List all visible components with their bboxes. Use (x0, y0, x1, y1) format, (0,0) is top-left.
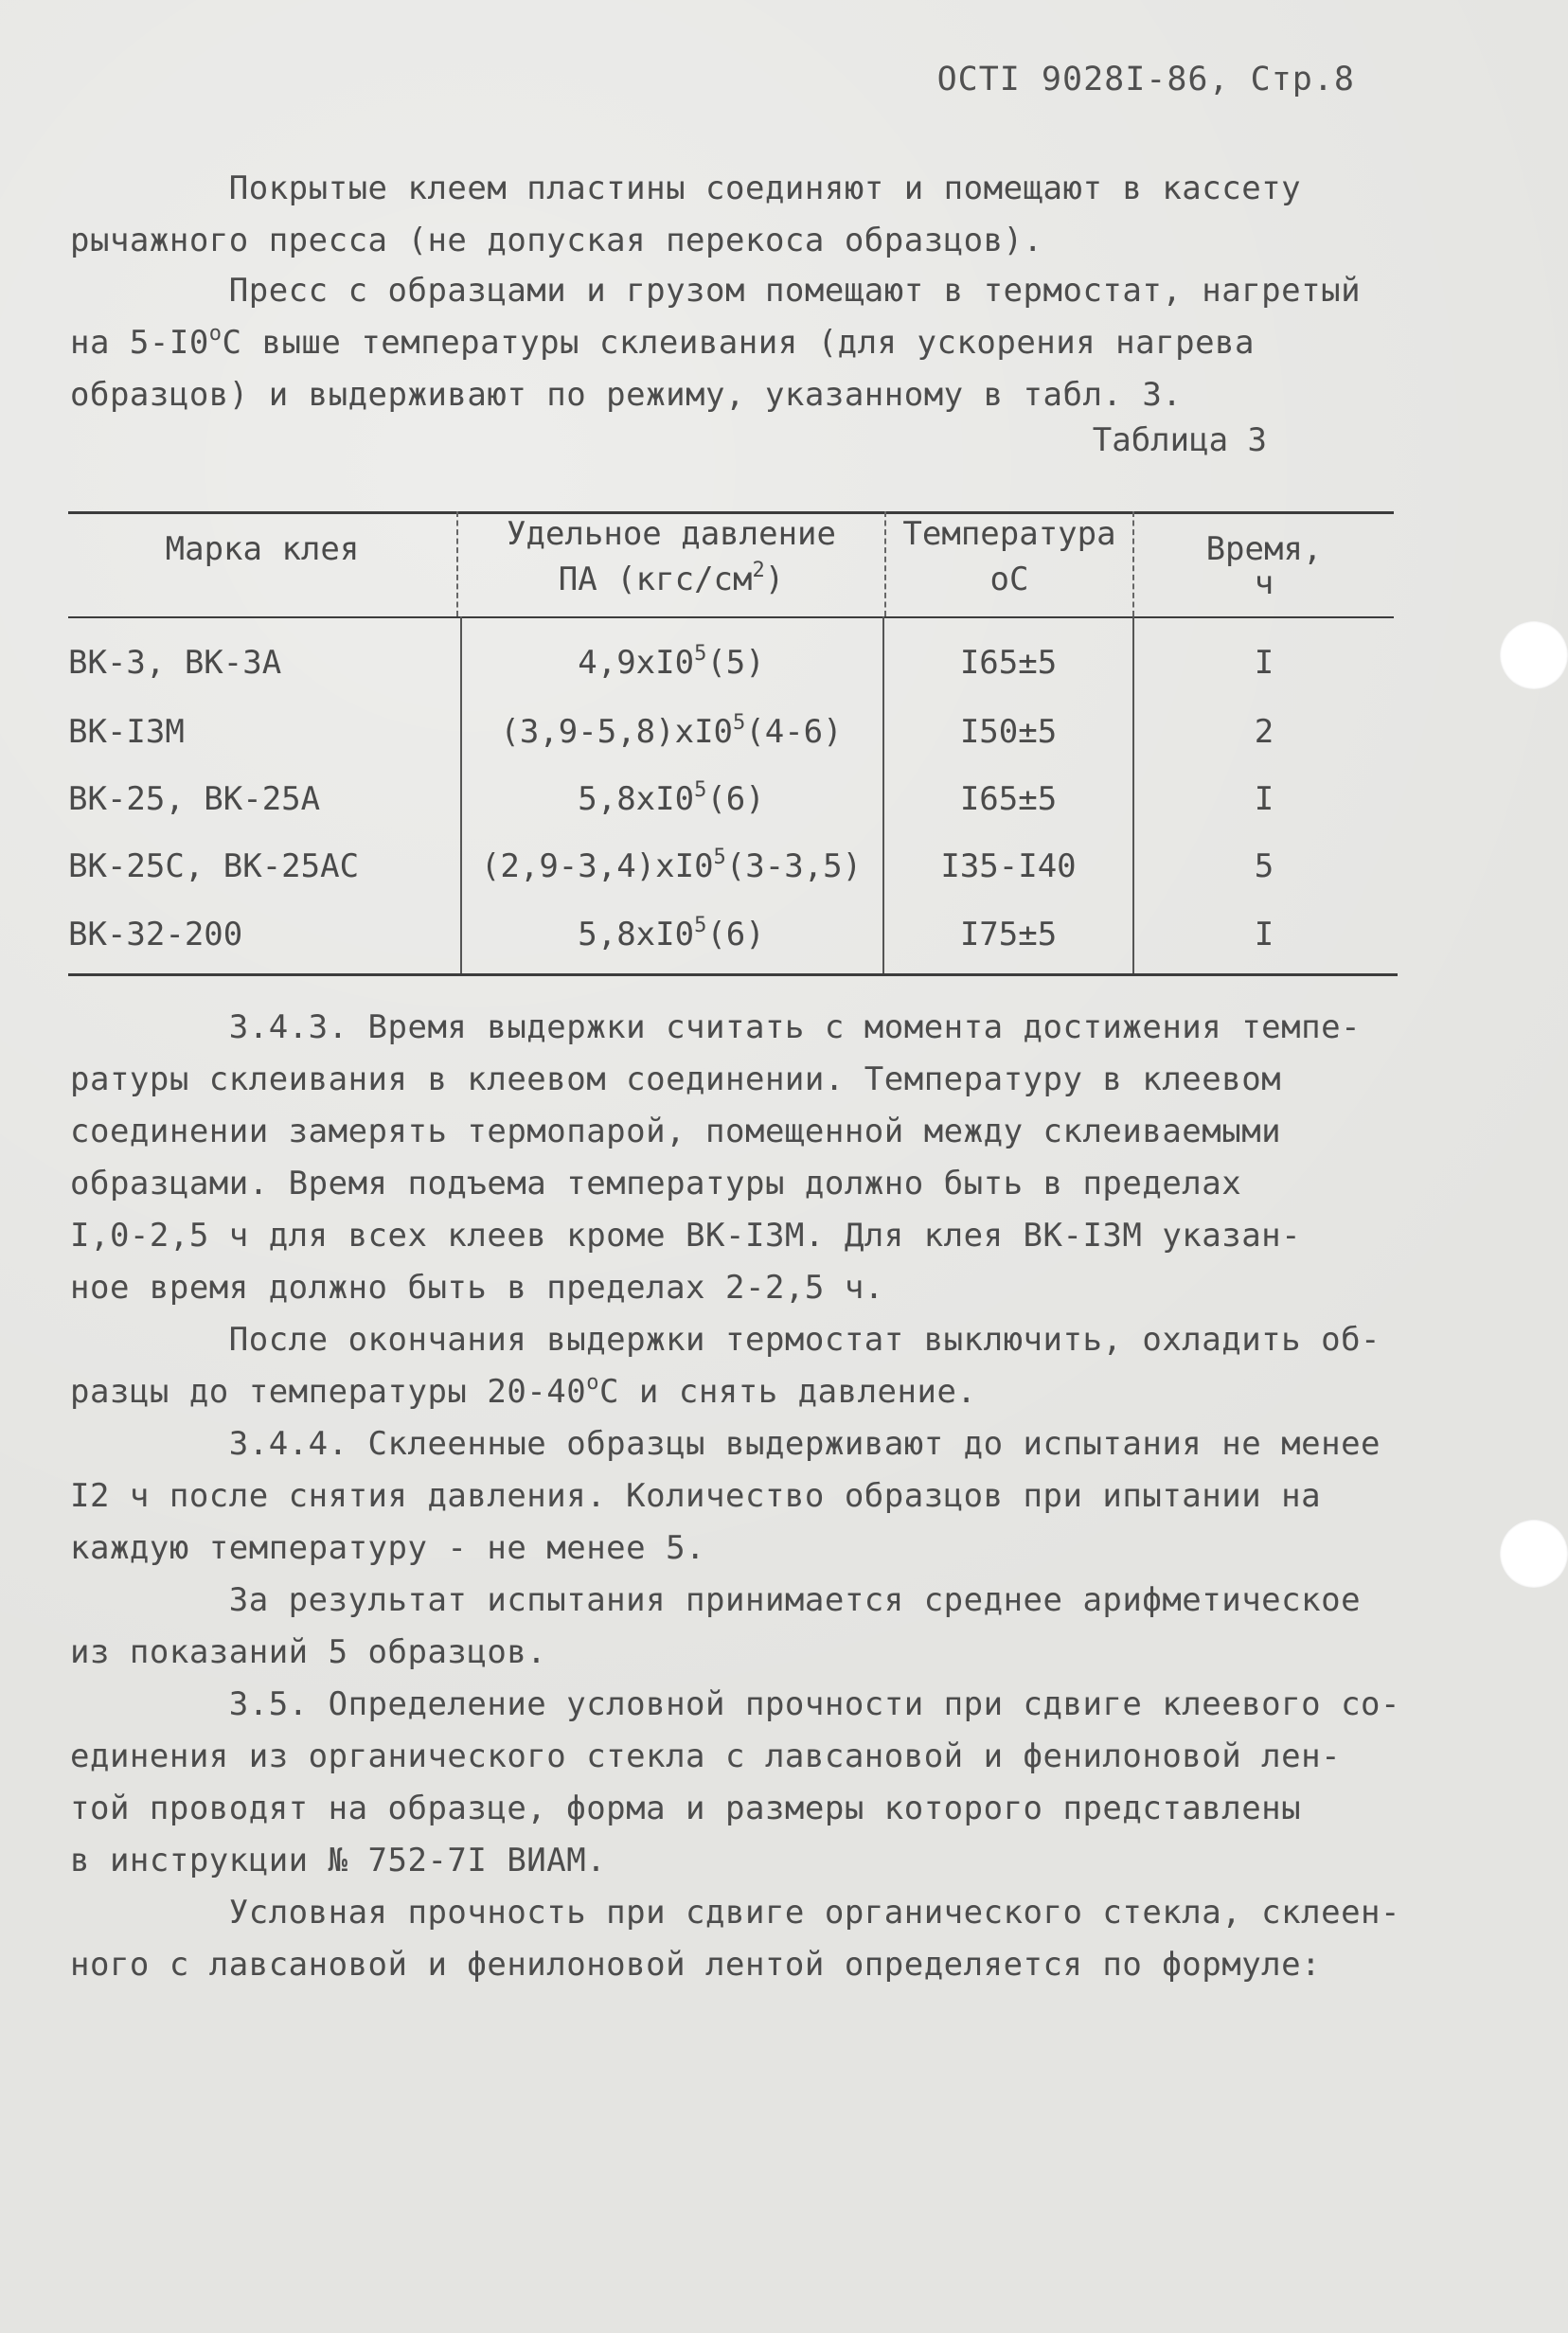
cell-pressure: $(3,9-5,8)хI0^5(4-6)$ (500, 711, 843, 751)
text-line: каждую температуру - не менее 5. (70, 1529, 706, 1567)
page-header: ОСТI 9028I-86, Стр.8 (936, 61, 1355, 98)
header-time-line1: Время, (1205, 530, 1323, 568)
cell-temperature: I65±5 (959, 644, 1058, 682)
text-line: из показаний 5 образцов. (70, 1633, 547, 1671)
text-line: на $5-I0^оС$ выше температуры склеивания (для ускорения нагрева (70, 322, 1255, 362)
text-line: соединении замерять термопарой, помещенной между склеиваемыми (70, 1113, 1282, 1150)
cell-brand: ВК-25, ВК-25А (68, 780, 321, 818)
cell-time: 2 (1254, 713, 1274, 751)
header-pressure-line2: ПА $(кгс/см^2)$ (558, 559, 785, 598)
header-brand: Марка клея (165, 530, 360, 568)
table-header-rule (68, 616, 1394, 618)
cell-time: I (1254, 916, 1274, 953)
text-line: рычажного пресса (не допуская перекоса образцов). (70, 222, 1043, 259)
text-line: I,0-2,5 ч для всех клеев кроме ВК-I3М. Для клея ВК-I3М указан- (70, 1217, 1302, 1255)
text-line: 3.4.3. Время выдержки считать с момента достижения темпе- (70, 1008, 1362, 1046)
cell-pressure: $5,8хI0^5(6)$ (578, 914, 765, 953)
text-line: 3.4.4. Склеенные образцы выдерживают до испытания не менее (70, 1425, 1381, 1463)
text-line: После окончания выдержки термостат выключить, охладить об- (70, 1321, 1381, 1359)
header-time-line2: ч (1254, 564, 1274, 602)
text-line: образцов) и выдерживают по режиму, указанному в табл. 3. (70, 376, 1183, 414)
text-line: I2 ч после снятия давления. Количество образцов при ипытании на (70, 1477, 1322, 1515)
punch-hole (1500, 1520, 1568, 1588)
text-line: единения из органического стекла с лавсановой и фенилоновой лен- (70, 1737, 1342, 1775)
cell-temperature: I50±5 (959, 713, 1058, 751)
table-title: Таблица 3 (1092, 421, 1267, 459)
cell-time: I (1254, 644, 1274, 682)
cell-temperature: I65±5 (959, 780, 1058, 818)
text-line: 3.5. Определение условной прочности при сдвиге клеевого со- (70, 1685, 1400, 1723)
text-line: ратуры склеивания в клеевом соединении. Температуру в клеевом (70, 1060, 1282, 1098)
cell-temperature: I75±5 (959, 916, 1058, 953)
text-line: в инструкции № 752-7I ВИАМ. (70, 1842, 607, 1879)
cell-pressure: $5,8хI0^5(6)$ (578, 778, 765, 818)
cell-time: I (1254, 780, 1274, 818)
cell-brand: ВК-32-200 (68, 916, 243, 953)
punch-hole (1500, 621, 1568, 689)
text-line: Покрытые клеем пластины соединяют и помещают в кассету (70, 169, 1302, 207)
cell-pressure: $(2,9-3,4)хI0^5(3-3,5)$ (480, 846, 863, 885)
cell-time: 5 (1254, 847, 1274, 885)
header-pressure-line1: Удельное давление (507, 515, 836, 553)
header-temperature-line1: Температура (902, 515, 1116, 553)
text-line: ное время должно быть в пределах 2-2,5 ч. (70, 1269, 884, 1307)
text-line: За результат испытания принимается среднее арифметическое (70, 1581, 1362, 1619)
table-top-rule (68, 511, 1394, 514)
text-line: Пресс с образцами и грузом помещают в термостат, нагретый (70, 272, 1362, 310)
table-3 (68, 511, 1398, 983)
cell-brand: ВК-25С, ВК-25АС (68, 847, 360, 885)
text-line: ного с лавсановой и фенилоновой лентой определяется по формуле: (70, 1946, 1322, 1984)
text-line: разцы до температуры $20-40^оС$ и снять давление. (70, 1371, 977, 1411)
text-line: той проводят на образце, форма и размеры которого представлены (70, 1790, 1302, 1827)
text-line: образцами. Время подъема температуры должно быть в пределах (70, 1165, 1242, 1202)
cell-brand: ВК-I3М (68, 713, 185, 751)
cell-pressure: $4,9хI0^5(5)$ (578, 642, 765, 682)
table-bottom-rule (68, 973, 1398, 976)
text-line: Условная прочность при сдвиге органического стекла, склеен- (70, 1894, 1400, 1932)
cell-brand: ВК-3, ВК-3А (68, 644, 282, 682)
cell-temperature: I35-I40 (940, 847, 1077, 885)
header-temperature-line2: оС (989, 561, 1029, 598)
